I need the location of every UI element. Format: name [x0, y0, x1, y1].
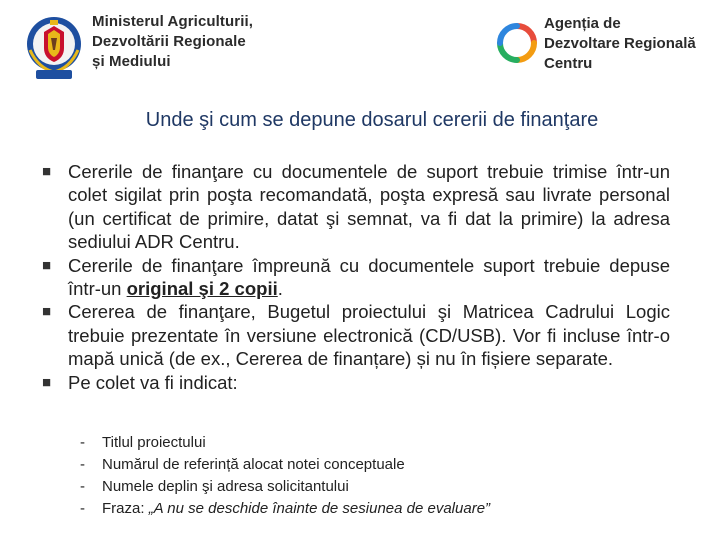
list-item — [80, 476, 640, 498]
ministry-header — [24, 10, 253, 82]
bullet-emphasis: original şi 2 copii — [126, 278, 278, 300]
dash-bullet-icon: - — [80, 500, 85, 517]
agency-name — [544, 14, 696, 74]
list-item-text: Numărul de referință alocat notei conceptuale — [102, 456, 405, 473]
bullet-text: Cererile de finanţare împreună cu documentele suport trebuie depuse într-un — [68, 254, 670, 300]
list-item-quote: „A nu se deschide înainte de sesiunea de evaluare” — [148, 500, 491, 517]
ministry-line-1: Ministerul Agriculturii, — [92, 13, 254, 30]
bullet-item — [42, 371, 670, 394]
bullet-text: Cererile de finanţare cu documentele de suport trebuie trimise într-un colet sigilat prin poşta recomandată, poşta expresă sau livrate personal (un certificat de primire, datat şi semnat, va fi dat la primire) la adresa sediului ADR Centru. — [68, 161, 670, 253]
list-item — [80, 498, 640, 520]
bullet-text-end: . — [277, 278, 283, 300]
bullet-item — [42, 300, 670, 370]
bullet-item — [42, 160, 670, 254]
square-bullet-icon: ■ — [42, 303, 52, 321]
agency-header — [496, 14, 696, 74]
bullet-text: Pe colet va fi indicat: — [68, 371, 238, 393]
list-item-prefix: Fraza: — [102, 500, 149, 517]
package-label-list — [80, 432, 640, 520]
list-item — [80, 454, 640, 476]
dash-bullet-icon: - — [80, 478, 85, 495]
bullet-item — [42, 254, 670, 301]
ministry-line-3: și Mediului — [92, 53, 171, 70]
list-item — [80, 432, 640, 454]
ministry-name — [92, 12, 253, 72]
dash-bullet-icon: - — [80, 434, 85, 451]
list-item-text: Numele deplin şi adresa solicitantului — [102, 478, 349, 495]
agency-line-1: Agenția de — [544, 15, 621, 32]
moldova-coat-of-arms-icon — [24, 10, 84, 82]
dash-bullet-icon: - — [80, 456, 85, 473]
list-item-text: Titlul proiectului — [102, 434, 206, 451]
bullet-list — [42, 160, 670, 394]
square-bullet-icon: ■ — [42, 163, 52, 180]
adr-centru-logo-icon — [496, 22, 538, 64]
agency-line-3: Centru — [544, 55, 593, 72]
ministry-line-2: Dezvoltării Regionale — [92, 33, 246, 50]
page-title: Unde şi cum se depune dosarul cererii de finanţare — [145, 109, 599, 131]
square-bullet-icon: ■ — [42, 373, 52, 391]
bullet-text: Cererea de finanţare, Bugetul proiectului şi Matricea Cadrului Logic trebuie prezentate în versiune electronică (CD/USB). Vor fi incluse într-o mapă unică (de ex., Cererea de finanțare) și nu în fișiere separate. — [68, 301, 670, 370]
agency-line-2: Dezvoltare Regională — [544, 35, 696, 52]
square-bullet-icon: ■ — [42, 256, 52, 274]
